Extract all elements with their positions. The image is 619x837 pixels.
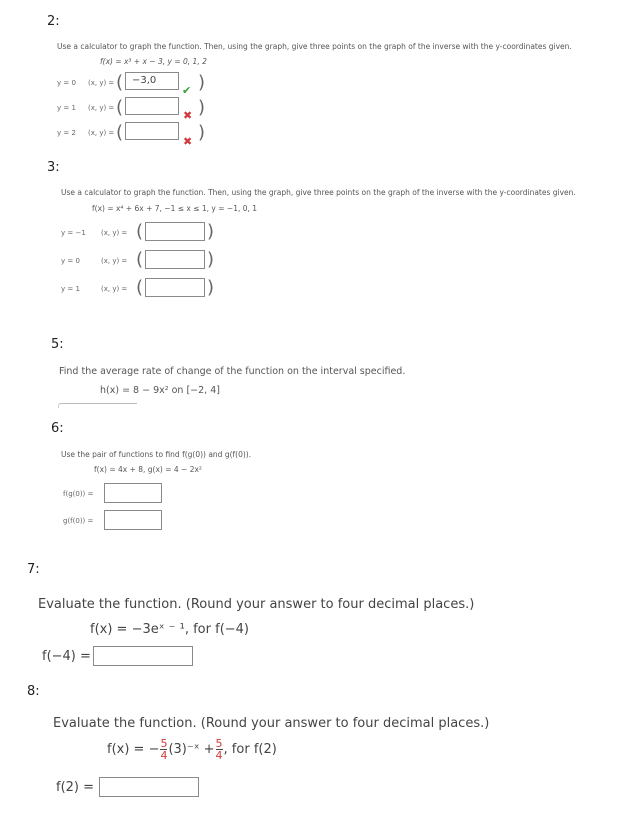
q5-instruction: Find the average rate of change of the function on the interval specified. <box>59 366 406 377</box>
q7-number: 7: <box>27 562 40 577</box>
q2-row3-open-paren: ( <box>116 122 124 143</box>
q5-number: 5: <box>51 337 64 352</box>
q3-row3-close-paren: ) <box>207 277 215 298</box>
q3-row3-ylabel: y = 1 <box>61 285 80 293</box>
q6-function: f(x) = 4x + 8, g(x) = 4 − 2x² <box>94 465 202 474</box>
q3-instruction: Use a calculator to graph the function. Then, using the graph, give three points on the graph of the inverse with the y-coordinates given. <box>61 188 576 197</box>
q2-row2-ylabel: y = 1 <box>57 104 76 112</box>
q2-row1-ylabel: y = 0 <box>57 79 76 87</box>
q3-row2-ylabel: y = 0 <box>61 257 80 265</box>
q2-row2-xy: (x, y) = <box>88 104 115 112</box>
q2-function: f(x) = x³ + x − 3, y = 0, 1, 2 <box>100 57 207 66</box>
q6-row2-label: g(f(0)) = <box>63 517 94 525</box>
q2-row3-close-paren: ) <box>198 122 206 143</box>
q3-function: f(x) = x⁴ + 6x + 7, −1 ≤ x ≤ 1, y = −1, 0, 1 <box>92 204 258 213</box>
q3-row3-input[interactable] <box>145 278 205 297</box>
cross-icon: ✖ <box>183 135 193 148</box>
q2-row1-close-paren: ) <box>198 72 206 93</box>
q8-function <box>107 738 277 761</box>
q8-function-mid: (3)⁻ˣ + <box>168 742 215 757</box>
q2-row2-input[interactable] <box>125 97 179 115</box>
q7-answer-input[interactable] <box>93 646 193 666</box>
q3-row1-ylabel: y = −1 <box>61 229 86 237</box>
q3-row1-open-paren: ( <box>136 221 144 242</box>
q2-row2-close-paren: ) <box>198 97 206 118</box>
q7-answer-label: f(−4) = <box>42 649 91 664</box>
q3-row1-xy: (x, y) = <box>101 229 128 237</box>
check-icon: ✔ <box>182 84 192 97</box>
q5-function: h(x) = 8 − 9x² on [−2, 4] <box>100 385 220 396</box>
q8-function-prefix: f(x) = − <box>107 742 160 757</box>
q6-number: 6: <box>51 421 64 436</box>
q2-row1-open-paren: ( <box>116 72 124 93</box>
q2-row1-input[interactable]: −3,0 <box>125 72 179 90</box>
q6-row2-input[interactable] <box>104 510 162 530</box>
q6-row1-input[interactable] <box>104 483 162 503</box>
q7-function: f(x) = −3eˣ ⁻ ¹, for f(−4) <box>90 622 249 637</box>
cross-icon: ✖ <box>183 109 193 122</box>
q2-row3-xy: (x, y) = <box>88 129 115 137</box>
q2-row1-xy: (x, y) = <box>88 79 115 87</box>
q8-frac1-den: 4 <box>160 749 168 762</box>
q2-row2-open-paren: ( <box>116 97 124 118</box>
q6-instruction: Use the pair of functions to find f(g(0)) and g(f(0)). <box>61 450 252 459</box>
q8-answer-input[interactable] <box>99 777 199 797</box>
q3-row2-xy: (x, y) = <box>101 257 128 265</box>
q8-frac2-den: 4 <box>215 749 223 762</box>
q8-number: 8: <box>27 684 40 699</box>
q2-row3-ylabel: y = 2 <box>57 129 76 137</box>
q3-row1-close-paren: ) <box>207 221 215 242</box>
q3-row2-open-paren: ( <box>136 249 144 270</box>
q3-row3-open-paren: ( <box>136 277 144 298</box>
q8-fraction-2 <box>216 738 223 761</box>
q2-instruction: Use a calculator to graph the function. Then, using the graph, give three points on the graph of the inverse with the y-coordinates given. <box>57 42 572 51</box>
q2-row3-input[interactable] <box>125 122 179 140</box>
q8-function-suffix: , for f(2) <box>223 742 277 757</box>
q3-number: 3: <box>47 160 60 175</box>
q6-row1-label: f(g(0)) = <box>63 490 94 498</box>
q8-answer-label: f(2) = <box>56 780 95 795</box>
q8-instruction: Evaluate the function. (Round your answer to four decimal places.) <box>53 716 490 731</box>
q3-row3-xy: (x, y) = <box>101 285 128 293</box>
q3-row1-input[interactable] <box>145 222 205 241</box>
q7-instruction: Evaluate the function. (Round your answer to four decimal places.) <box>38 597 475 612</box>
q3-row2-input[interactable] <box>145 250 205 269</box>
q2-number: 2: <box>47 14 60 29</box>
q5-answer-input[interactable] <box>58 403 137 408</box>
q8-frac1-num: 5 <box>160 737 168 750</box>
q8-frac2-num: 5 <box>215 737 223 750</box>
q3-row2-close-paren: ) <box>207 249 215 270</box>
q8-fraction-1 <box>160 738 167 761</box>
